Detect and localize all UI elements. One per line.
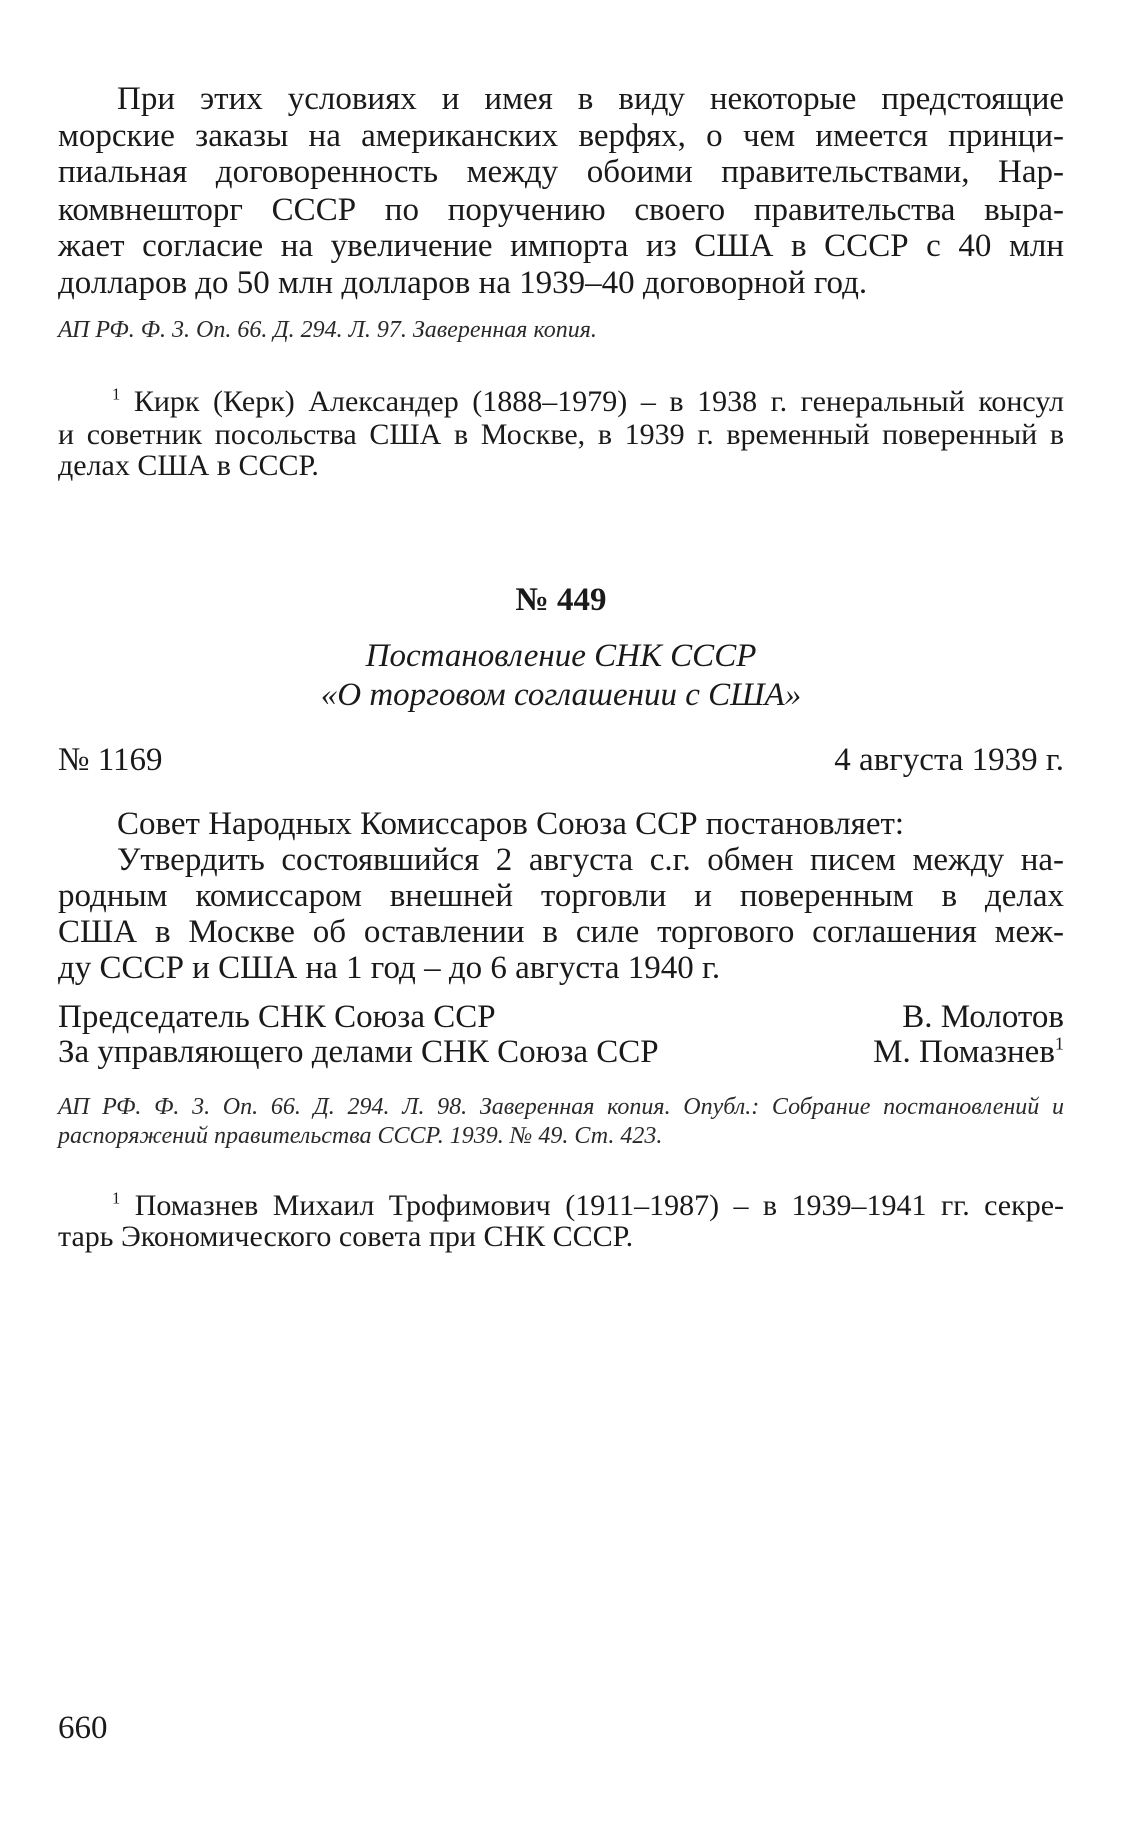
signature-name-text: М. Помазнев [873, 1034, 1055, 1070]
text-line: Утвердить состоявшийся 2 августа с.г. обмен писем между на- [117, 842, 1064, 878]
document-subtitle: «О торговом соглашении с США» [320, 677, 802, 713]
footnote-text: Кирк (Керк) Александер (1888–1979) – в 1938 г. генеральный консул [133, 385, 1064, 418]
signature-row [58, 1033, 1064, 1071]
text-line: пиальная договоренность между обоими правительствами, Нар- [58, 154, 1064, 190]
signature-role: За управляющего делами СНК Союза ССР [58, 1034, 659, 1070]
footnote-mark: 1 [1054, 1033, 1064, 1054]
text-line: долларов до 50 млн долларов на 1939–40 договорной год. [58, 265, 868, 301]
registration-number: № 1169 [58, 742, 163, 778]
footnote-mark: 1 [112, 384, 121, 404]
signature-name: В. Молотов [902, 999, 1064, 1035]
footnote-line: делах США в СССР. [58, 449, 319, 482]
page-number: 660 [58, 1710, 108, 1746]
text-line: США в Москве об оставлении в силе торгового соглашения меж- [58, 914, 1064, 950]
text-line: родным комиссаром внешней торговли и поверенным в делах [58, 878, 1064, 914]
text-line: жает согласие на увеличение импорта из США в СССР с 40 млн [58, 228, 1064, 264]
signature-role: Председатель СНК Союза ССР [58, 999, 496, 1035]
document-number: № 449 [515, 582, 607, 618]
footnote-line: тарь Экономического совета при СНК СССР. [58, 1220, 634, 1253]
document-title: Постановление СНК СССР [365, 638, 757, 674]
source-line: АП РФ. Ф. 3. Оп. 66. Д. 294. Л. 98. Заверенная копия. Опубл.: Собрание постановлений и [58, 1094, 1064, 1120]
signature-row [58, 998, 1064, 1036]
source-line: распоряжений правительства СССР. 1939. № 49. Ст. 423. [58, 1123, 663, 1149]
footnote-text: Помазнев Михаил Трофимович (1911–1987) – в 1939–1941 гг. секре- [134, 1189, 1064, 1222]
registration-row [58, 741, 1064, 779]
text-line: комвнешторг СССР по поручению своего правительства выра- [58, 192, 1064, 228]
signature-name [873, 1033, 1064, 1071]
text-line: ду СССР и США на 1 год – до 6 августа 1940 г. [58, 950, 721, 986]
document-date: 4 августа 1939 г. [834, 742, 1064, 778]
archive-source: АП РФ. Ф. 3. Оп. 66. Д. 294. Л. 97. Заверенная копия. [58, 317, 597, 343]
footnote-mark: 1 [112, 1188, 121, 1208]
text-line: морские заказы на американских верфях, о чем имеется принци- [58, 118, 1064, 154]
preamble: Совет Народных Комиссаров Союза ССР постановляет: [117, 806, 905, 842]
text-line: При этих условиях и имея в виду некоторые предстоящие [117, 81, 1064, 117]
footnote-line: и советник посольства США в Москве, в 1939 г. временный поверенный в [58, 418, 1064, 451]
